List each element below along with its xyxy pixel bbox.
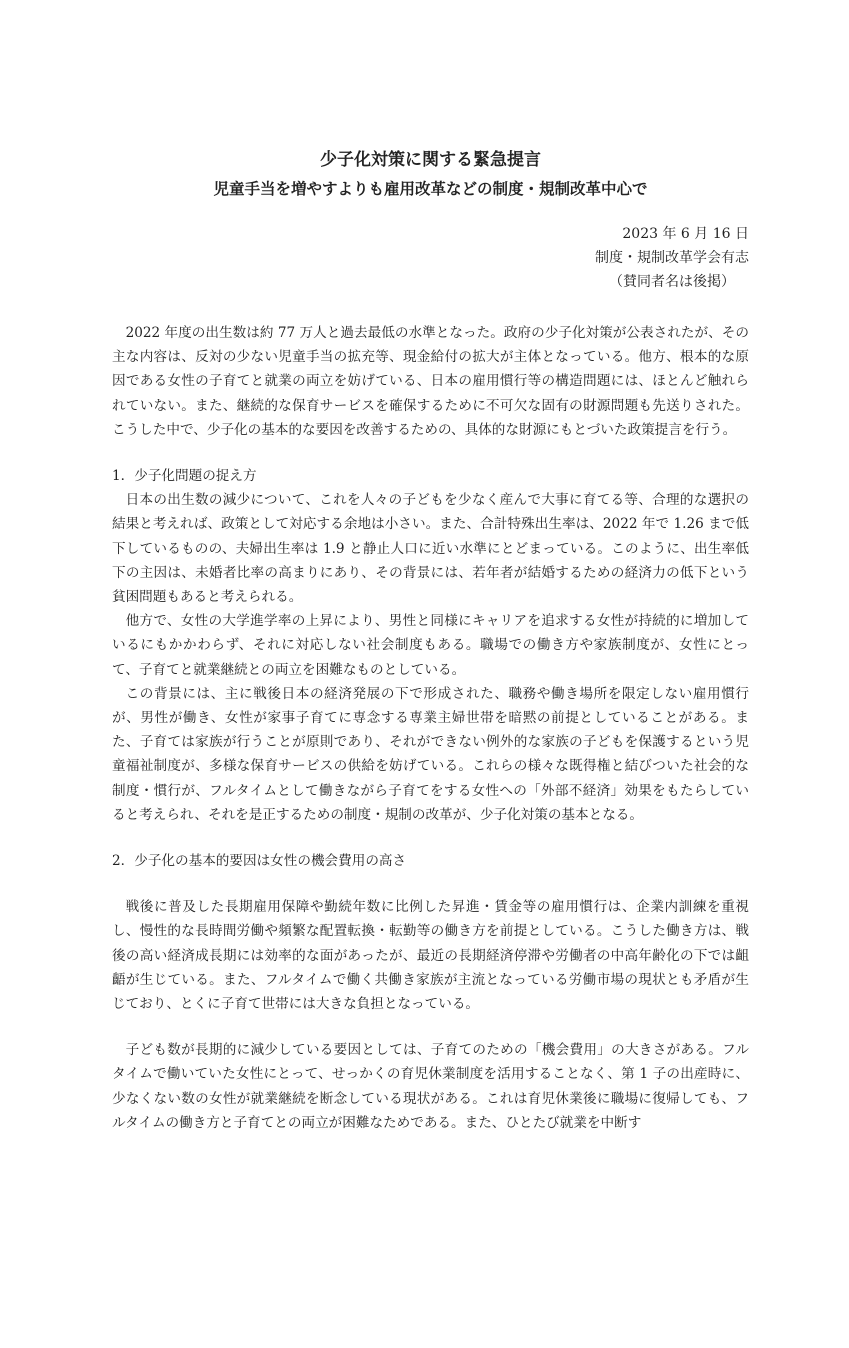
intro-paragraph: 2022 年度の出生数は約 77 万人と過去最低の水準となった。政府の少子化対策が公表されたが、その主な内容は、反対の少ない児童手当の拡充等、現金給付の拡大が主体となっている。他方、根本的な原因である女性の子育てと就業の両立を妨げている、日本の雇用慣行等の構造問題には、ほとんど触れられていない。また、継続的な保育サービスを確保するために不可欠な固有の財源問題も先送りされた。こうした中で、少子化の基本的な要因を改善するための、具体的な財源にもとづいた政策提言を行う。 bbox=[112, 325, 749, 438]
document-date: 2023 年 6 月 16 日 bbox=[622, 226, 749, 242]
document-meta bbox=[112, 222, 749, 294]
section-1-heading: 1．少子化問題の捉え方 bbox=[112, 468, 257, 485]
section-2-heading: 2．少子化の基本的要因は女性の機会費用の高さ bbox=[112, 853, 407, 870]
document-author-note: （賛同者名は後掲） bbox=[609, 274, 735, 290]
section-2-paragraph-1: 戦後に普及した長期雇用保障や勤続年数に比例した昇進・賃金等の雇用慣行は、企業内訓練を重視し、慢性的な長時間労働や頻繁な配置転換・転勤等の働き方を前提としている。こうした働き方は、戦後の高い経済成長期には効率的な面があったが、最近の長期経済停滞や労働者の中高年齢化の下では齟齬が生じている。また、フルタイムで働く共働き家族が主流となっている労働市場の現状とも矛盾が生じており、とくに子育て世帯には大きな負担となっている。 bbox=[112, 899, 749, 1013]
section-2-paragraph-2: 子ども数が長期的に減少している要因としては、子育てのための「機会費用」の大きさがある。フルタイムで働いていた女性にとって、せっかくの育児休業制度を活用することなく、第 1 子の出産時に、少なくない数の女性が就業継続を断念している現状がある。これは育児休業後に職場に復帰しても、フルタイムの働き方と子育てとの両立が困難なためである。また、ひとたび就業を中断す bbox=[112, 1042, 749, 1131]
document-page bbox=[0, 148, 849, 1348]
section-1-paragraph-3: この背景には、主に戦後日本の経済発展の下で形成された、職務や働き場所を限定しない雇用慣行が、男性が働き、女性が家事子育てに専念する専業主婦世帯を暗黙の前提としていることがある。また、子育ては家族が行うことが原則であり、それができない例外的な家族の子どもを保護するという児童福祉制度が、多様な保育サービスの供給を妨げている。これらの様々な既得権と結びついた社会的な制度・慣行が、フルタイムとして働きながら子育てをする女性への「外部不経済」効果をもたらしていると考えられ、それを是正するための制度・規制の改革が、少子化対策の基本となる。 bbox=[112, 685, 749, 823]
section-1-paragraph-2: 他方で、女性の大学進学率の上昇により、男性と同様にキャリアを追求する女性が持続的に増加しているにもかかわらず、それに対応しない社会制度もある。職場での働き方や家族制度が、女性にとって、子育てと就業継続との両立を困難なものとしている。 bbox=[112, 613, 749, 678]
section-1-paragraph-1: 日本の出生数の減少について、これを人々の子どもを少なく産んで大事に育てる等、合理的な選択の結果と考えれば、政策として対応する余地は小さい。また、合計特殊出生率は、2022 年で 1.26 まで低下しているものの、夫婦出生率は 1.9 と静止人口に近い水準にとどまっている。このように、出生率低下の主因は、未婚者比率の高まりにあり、その背景には、若年者が結婚するための経済力の低下という貧困問題もあると考えられる。 bbox=[112, 492, 749, 606]
document-title: 少子化対策に関する緊急提言 bbox=[320, 150, 541, 170]
document-author: 制度・規制改革学会有志 bbox=[595, 250, 749, 266]
document-subtitle: 児童手当を増やすよりも雇用改革などの制度・規制改革中心で bbox=[213, 179, 648, 198]
